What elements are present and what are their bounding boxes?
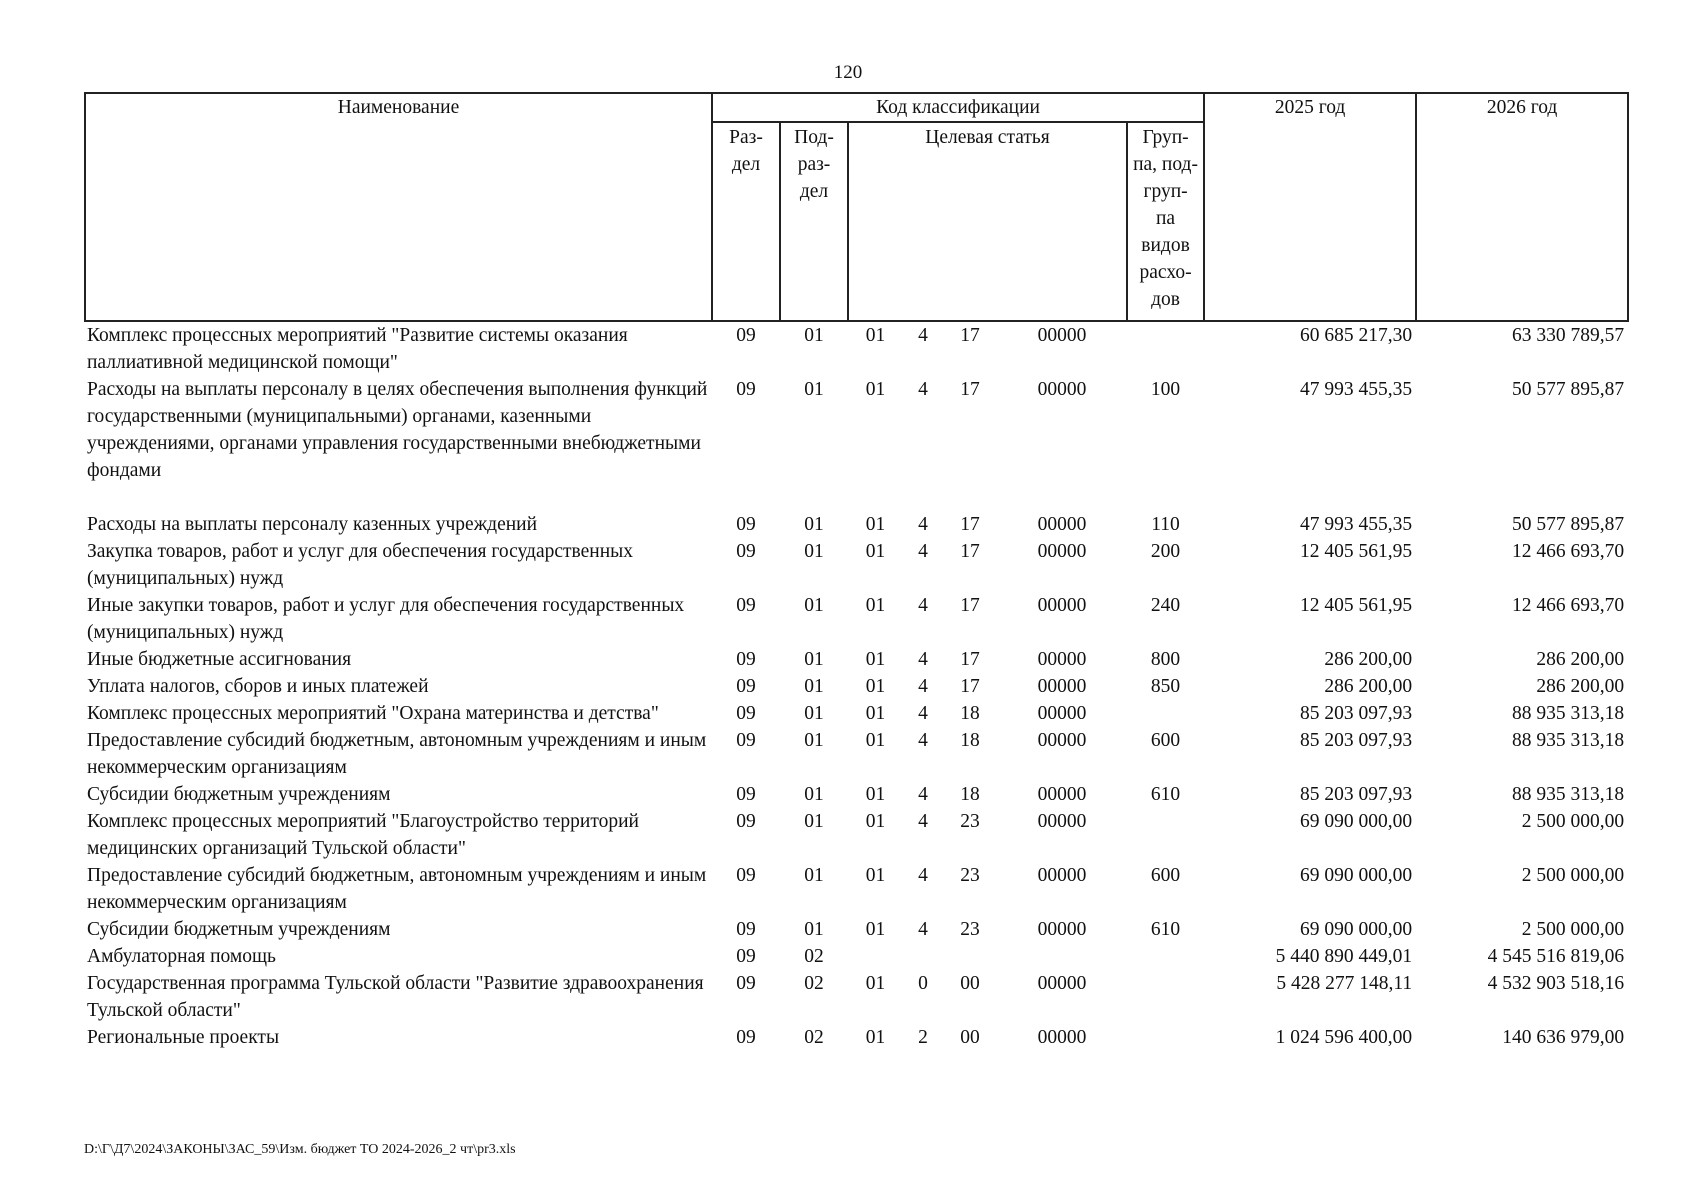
table-row [85,727,1628,781]
table-row [85,943,1628,970]
row-razdel: 09 [736,703,756,724]
row-name: Закупка товаров, работ и услуг для обеспечения государственных (муниципальных) нужд [87,541,634,589]
row-name: Расходы на выплаты персоналу в целях обеспечения выполнения функций государственными (муниципальными) органами, казенными учреждениями, органами управления государственными внебюджетными фондами [87,379,708,481]
row-amount-2026: 50 577 895,87 [1511,379,1625,400]
table-row [85,511,1628,538]
row-razdel: 09 [736,649,756,670]
table-row [85,646,1628,673]
row-target-part3: 23 [960,865,980,886]
row-target-part1: 01 [865,1027,886,1048]
row-amount-2025: 85 203 097,93 [1299,784,1413,805]
row-name: Субсидии бюджетным учреждениям [87,784,391,805]
row-amount-2026: 4 545 516 819,06 [1487,946,1625,967]
row-target-part1 [848,943,903,970]
row-amount-2025: 286 200,00 [1324,676,1413,697]
row-name: Комплекс процессных мероприятий "Развитие системы оказания паллиативной медицинской помощи" [87,325,628,373]
row-target-part4: 00000 [1037,730,1087,751]
row-vid [1127,808,1204,862]
row-amount-2025: 5 428 277 148,11 [1276,973,1413,994]
row-vid [1127,943,1204,970]
row-target-part3: 17 [960,541,980,562]
row-razdel: 09 [736,595,756,616]
row-amount-2026: 88 935 313,18 [1511,730,1625,751]
header-name: Наименование [85,93,712,321]
row-podrazdel: 01 [804,379,824,400]
row-amount-2026: 2 500 000,00 [1521,811,1625,832]
row-amount-2026: 12 466 693,70 [1511,595,1625,616]
row-vid: 850 [1150,676,1181,697]
row-podrazdel: 01 [804,595,824,616]
row-amount-2026: 63 330 789,57 [1511,325,1625,346]
row-target-part1: 01 [865,811,886,832]
row-target-part2: 4 [918,919,928,940]
row-razdel: 09 [736,919,756,940]
row-vid: 110 [1151,514,1180,535]
row-razdel: 09 [736,784,756,805]
row-amount-2026: 2 500 000,00 [1521,865,1625,886]
row-target-part3: 23 [960,811,980,832]
row-target-part2: 4 [918,379,928,400]
row-target-part4: 00000 [1037,1027,1087,1048]
table-row [85,376,1628,511]
row-target-part2 [903,943,943,970]
row-target-part4: 00000 [1037,919,1087,940]
row-name: Иные бюджетные ассигнования [87,649,352,670]
table-row [85,916,1628,943]
table-header [85,93,1628,321]
header-year-2026: 2026 год [1416,93,1628,321]
header-razdel: Раз- дел [712,122,780,321]
row-vid: 600 [1150,730,1181,751]
row-target-part1: 01 [865,784,886,805]
row-target-part3: 18 [960,703,980,724]
row-razdel: 09 [736,811,756,832]
row-podrazdel: 01 [804,784,824,805]
row-amount-2025: 5 440 890 449,01 [1275,946,1413,967]
row-target-part4: 00000 [1037,676,1087,697]
table-row [85,808,1628,862]
row-target-part1: 01 [865,676,886,697]
row-amount-2026: 50 577 895,87 [1511,514,1625,535]
footer-file-path: D:\Г\Д7\2024\ЗАКОНЫ\ЗАС_59\Изм. бюджет ТО 2024-2026_2 чт\pr3.xls [84,1142,516,1157]
row-amount-2025: 85 203 097,93 [1299,730,1413,751]
row-amount-2026: 2 500 000,00 [1521,919,1625,940]
row-target-part2: 4 [918,325,928,346]
row-target-part1: 01 [865,379,886,400]
row-vid: 600 [1150,865,1181,886]
row-amount-2026: 286 200,00 [1536,649,1625,670]
row-razdel: 09 [736,946,756,967]
row-podrazdel: 01 [804,919,824,940]
row-target-part4: 00000 [1037,973,1087,994]
row-target-part2: 4 [918,811,928,832]
row-target-part4 [997,943,1127,970]
row-target-part3 [943,943,997,970]
row-amount-2025: 69 090 000,00 [1299,811,1413,832]
row-razdel: 09 [736,514,756,535]
row-podrazdel: 01 [804,325,824,346]
row-target-part4: 00000 [1037,703,1087,724]
row-name: Предоставление субсидий бюджетным, автономным учреждениям и иным некоммерческим организациям [87,730,707,778]
row-razdel: 09 [736,1027,756,1048]
row-target-part1: 01 [865,649,886,670]
row-amount-2026: 286 200,00 [1536,676,1625,697]
row-target-part4: 00000 [1037,379,1087,400]
row-name: Уплата налогов, сборов и иных платежей [87,676,429,697]
row-name: Расходы на выплаты персоналу казенных учреждений [87,514,538,535]
row-target-part4: 00000 [1037,595,1087,616]
row-name: Государственная программа Тульской области "Развитие здравоохранения Тульской области" [87,973,704,1021]
row-target-part4: 00000 [1037,649,1087,670]
row-target-part1: 01 [865,514,886,535]
table-row [85,321,1628,376]
row-podrazdel: 01 [804,703,824,724]
row-podrazdel: 01 [804,541,824,562]
row-amount-2026: 12 466 693,70 [1511,541,1625,562]
row-razdel: 09 [736,730,756,751]
budget-table [84,92,1629,1051]
row-target-part2: 4 [918,649,928,670]
row-target-part4: 00000 [1037,541,1087,562]
row-amount-2025: 1 024 596 400,00 [1275,1027,1413,1048]
row-amount-2026: 88 935 313,18 [1511,703,1625,724]
row-vid: 240 [1150,595,1181,616]
row-razdel: 09 [736,325,756,346]
row-vid [1127,1024,1204,1051]
row-razdel: 09 [736,865,756,886]
row-razdel: 09 [736,379,756,400]
row-target-part2: 4 [918,784,928,805]
header-target: Целевая статья [848,122,1127,321]
row-amount-2025: 12 405 561,95 [1299,541,1413,562]
row-target-part2: 4 [918,865,928,886]
row-vid: 610 [1150,919,1181,940]
row-vid [1127,700,1204,727]
row-target-part3: 00 [960,973,980,994]
row-amount-2025: 286 200,00 [1324,649,1413,670]
row-target-part3: 00 [960,1027,980,1048]
row-target-part1: 01 [865,325,886,346]
row-target-part3: 18 [960,730,980,751]
row-target-part2: 4 [918,730,928,751]
row-amount-2026: 140 636 979,00 [1502,1027,1625,1048]
row-podrazdel: 01 [804,811,824,832]
row-target-part4: 00000 [1037,811,1087,832]
table-body [85,321,1628,1051]
row-razdel: 09 [736,973,756,994]
row-podrazdel: 02 [804,1027,824,1048]
table-row [85,862,1628,916]
row-target-part1: 01 [865,865,886,886]
row-target-part2: 4 [918,541,928,562]
row-amount-2025: 85 203 097,93 [1299,703,1413,724]
table-row [85,700,1628,727]
row-name: Иные закупки товаров, работ и услуг для обеспечения государственных (муниципальных) нужд [87,595,685,643]
row-target-part4: 00000 [1037,514,1087,535]
row-target-part3: 17 [960,595,980,616]
row-target-part4: 00000 [1037,784,1087,805]
row-podrazdel: 02 [804,946,824,967]
row-amount-2025: 47 993 455,35 [1299,379,1413,400]
row-target-part1: 01 [865,973,886,994]
row-amount-2025: 60 685 217,30 [1299,325,1413,346]
table-row [85,970,1628,1024]
row-podrazdel: 01 [804,730,824,751]
row-target-part3: 18 [960,784,980,805]
row-target-part1: 01 [865,703,886,724]
table-row [85,1024,1628,1051]
row-target-part3: 17 [960,676,980,697]
row-target-part4: 00000 [1037,865,1087,886]
row-podrazdel: 01 [804,676,824,697]
row-amount-2026: 88 935 313,18 [1511,784,1625,805]
header-year-2025: 2025 год [1204,93,1416,321]
row-amount-2026: 4 532 903 518,16 [1487,973,1625,994]
header-code-group: Код классификации [712,93,1204,122]
header-vid: Груп- па, под- груп- па видов расхо- дов [1127,122,1204,321]
row-name: Предоставление субсидий бюджетным, автономным учреждениям и иным некоммерческим организациям [87,865,707,913]
table-row [85,673,1628,700]
header-podrazdel: Под- раз- дел [780,122,848,321]
row-target-part1: 01 [865,595,886,616]
row-target-part2: 4 [918,676,928,697]
row-target-part3: 17 [960,379,980,400]
row-vid: 100 [1150,379,1181,400]
row-amount-2025: 12 405 561,95 [1299,595,1413,616]
table-row [85,781,1628,808]
row-vid: 200 [1150,541,1181,562]
row-razdel: 09 [736,676,756,697]
row-podrazdel: 02 [804,973,824,994]
row-name: Амбулаторная помощь [87,946,276,967]
row-target-part3: 17 [960,649,980,670]
row-podrazdel: 01 [804,865,824,886]
row-amount-2025: 69 090 000,00 [1299,865,1413,886]
row-amount-2025: 47 993 455,35 [1299,514,1413,535]
row-vid: 610 [1150,784,1181,805]
row-name: Субсидии бюджетным учреждениям [87,919,391,940]
row-target-part1: 01 [865,730,886,751]
row-target-part3: 23 [960,919,980,940]
row-target-part3: 17 [960,514,980,535]
row-vid [1127,970,1204,1024]
page-number: 120 [833,62,863,83]
row-vid: 800 [1150,649,1181,670]
row-target-part2: 4 [918,514,928,535]
row-target-part2: 0 [918,973,928,994]
row-name: Комплекс процессных мероприятий "Благоустройство территорий медицинских организаций Тульской области" [87,811,639,859]
row-podrazdel: 01 [804,514,824,535]
row-target-part2: 2 [918,1027,928,1048]
row-target-part3: 17 [960,325,980,346]
row-name: Комплекс процессных мероприятий "Охрана материнства и детства" [87,703,659,724]
row-vid [1127,321,1204,376]
row-target-part4: 00000 [1037,325,1087,346]
row-name: Региональные проекты [87,1027,280,1048]
row-target-part2: 4 [918,595,928,616]
row-target-part1: 01 [865,541,886,562]
row-amount-2025: 69 090 000,00 [1299,919,1413,940]
row-target-part2: 4 [918,703,928,724]
row-razdel: 09 [736,541,756,562]
table-row [85,538,1628,592]
row-target-part1: 01 [865,919,886,940]
table-row [85,592,1628,646]
row-podrazdel: 01 [804,649,824,670]
